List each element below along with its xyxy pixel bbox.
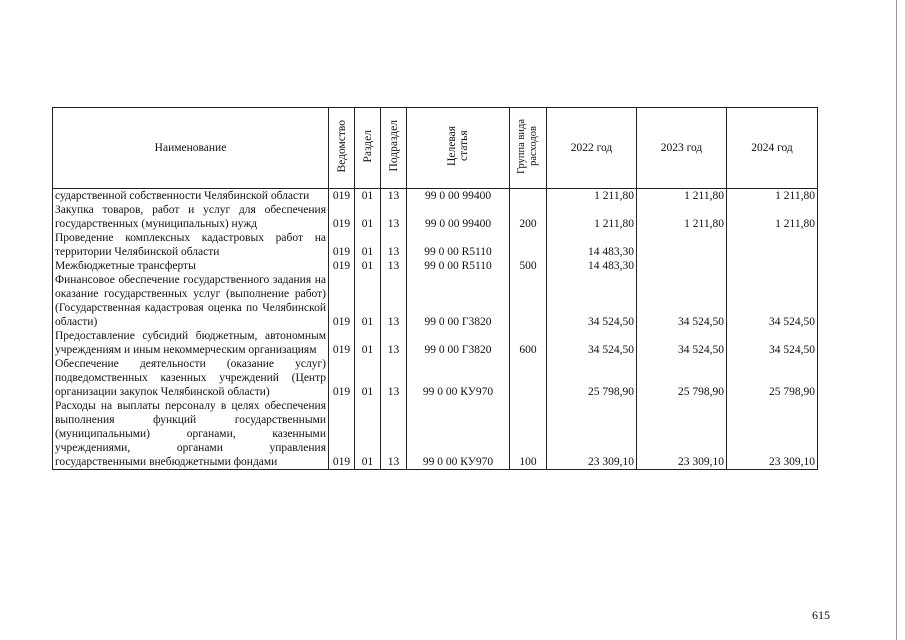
- row-name: Расходы на выплаты персоналу в целях обеспечения выполнения функций государственными (муниципальными) органами, казенными учреждениями, органами управления государственными внебюджетными фондами: [53, 399, 329, 470]
- row-expense-group: 500: [510, 259, 547, 273]
- row-2022: 34 524,50: [547, 329, 637, 357]
- row-target-item: 99 0 00 КУ970: [407, 357, 510, 399]
- row-name: Межбюджетные трансферты: [53, 259, 329, 273]
- row-subsection: 13: [381, 203, 407, 231]
- header-target-item: Целевая статья: [407, 108, 510, 189]
- row-department: 019: [329, 399, 355, 470]
- table-row: [53, 399, 818, 470]
- row-department: 019: [329, 203, 355, 231]
- table-row: [53, 273, 818, 329]
- row-2022: 23 309,10: [547, 399, 637, 470]
- row-department: 019: [329, 357, 355, 399]
- row-target-item: 99 0 00 99400: [407, 189, 510, 204]
- row-2022: 14 483,30: [547, 231, 637, 259]
- row-expense-group: [510, 231, 547, 259]
- row-2023: 34 524,50: [637, 273, 727, 329]
- row-section: 01: [355, 399, 381, 470]
- table-row: [53, 203, 818, 231]
- row-target-item: 99 0 00 R5110: [407, 231, 510, 259]
- row-section: 01: [355, 259, 381, 273]
- header-section: Раздел: [355, 108, 381, 189]
- row-target-item: 99 0 00 КУ970: [407, 399, 510, 470]
- header-2023: 2023 год: [637, 108, 727, 189]
- row-expense-group: 100: [510, 399, 547, 470]
- row-name: Предоставление субсидий бюджетным, автономным учреждениям и иным некоммерческим организациям: [53, 329, 329, 357]
- row-subsection: 13: [381, 189, 407, 204]
- row-2023: 23 309,10: [637, 399, 727, 470]
- row-section: 01: [355, 329, 381, 357]
- header-name: Наименование: [53, 108, 329, 189]
- row-subsection: 13: [381, 399, 407, 470]
- row-subsection: 13: [381, 259, 407, 273]
- row-expense-group: 600: [510, 329, 547, 357]
- table-row: [53, 329, 818, 357]
- row-2023: [637, 259, 727, 273]
- row-target-item: 99 0 00 Г3820: [407, 273, 510, 329]
- page-edge-line: [896, 0, 897, 640]
- table-header-row: [53, 108, 818, 189]
- row-2024: [727, 231, 818, 259]
- header-subsection: Подраздел: [381, 108, 407, 189]
- row-name: Обеспечение деятельности (оказание услуг) подведомственных казенных учреждений (Центр организации закупок Челябинской области): [53, 357, 329, 399]
- row-name: Финансовое обеспечение государственного задания на оказание государственных услуг (выполнение работ) (Государственная кадастровая оценка по Челябинской области): [53, 273, 329, 329]
- row-name: Закупка товаров, работ и услуг для обеспечения государственных (муниципальных) нужд: [53, 203, 329, 231]
- row-2024: 1 211,80: [727, 203, 818, 231]
- row-2022: 14 483,30: [547, 259, 637, 273]
- row-section: 01: [355, 273, 381, 329]
- row-2023: 25 798,90: [637, 357, 727, 399]
- row-name: Проведение комплексных кадастровых работ на территории Челябинской области: [53, 231, 329, 259]
- row-2024: 34 524,50: [727, 329, 818, 357]
- row-name: сударственной собственности Челябинской области: [53, 189, 329, 204]
- row-2023: 1 211,80: [637, 189, 727, 204]
- row-2024: 34 524,50: [727, 273, 818, 329]
- budget-table: [52, 107, 818, 470]
- table-row: [53, 189, 818, 204]
- row-expense-group: [510, 189, 547, 204]
- table-row: [53, 231, 818, 259]
- row-section: 01: [355, 203, 381, 231]
- row-2024: [727, 259, 818, 273]
- row-department: 019: [329, 329, 355, 357]
- header-2024: 2024 год: [727, 108, 818, 189]
- row-expense-group: [510, 273, 547, 329]
- row-department: 019: [329, 189, 355, 204]
- row-subsection: 13: [381, 273, 407, 329]
- page-number: 615: [812, 608, 830, 622]
- row-subsection: 13: [381, 329, 407, 357]
- header-2022: 2022 год: [547, 108, 637, 189]
- row-target-item: 99 0 00 Г3820: [407, 329, 510, 357]
- row-department: 019: [329, 231, 355, 259]
- row-2023: 1 211,80: [637, 203, 727, 231]
- row-2023: [637, 231, 727, 259]
- row-2022: 1 211,80: [547, 189, 637, 204]
- row-subsection: 13: [381, 231, 407, 259]
- row-target-item: 99 0 00 99400: [407, 203, 510, 231]
- row-2022: 34 524,50: [547, 273, 637, 329]
- row-target-item: 99 0 00 R5110: [407, 259, 510, 273]
- row-2024: 1 211,80: [727, 189, 818, 204]
- row-section: 01: [355, 231, 381, 259]
- header-expense-group: Группа вида расходов: [510, 108, 547, 189]
- row-2022: 1 211,80: [547, 203, 637, 231]
- row-department: 019: [329, 273, 355, 329]
- row-2024: 23 309,10: [727, 399, 818, 470]
- table-row: [53, 357, 818, 399]
- row-section: 01: [355, 189, 381, 204]
- row-2022: 25 798,90: [547, 357, 637, 399]
- row-subsection: 13: [381, 357, 407, 399]
- row-2023: 34 524,50: [637, 329, 727, 357]
- row-2024: 25 798,90: [727, 357, 818, 399]
- row-department: 019: [329, 259, 355, 273]
- row-section: 01: [355, 357, 381, 399]
- row-expense-group: 200: [510, 203, 547, 231]
- header-department: Ведомство: [329, 108, 355, 189]
- table-row: [53, 259, 818, 273]
- row-expense-group: [510, 357, 547, 399]
